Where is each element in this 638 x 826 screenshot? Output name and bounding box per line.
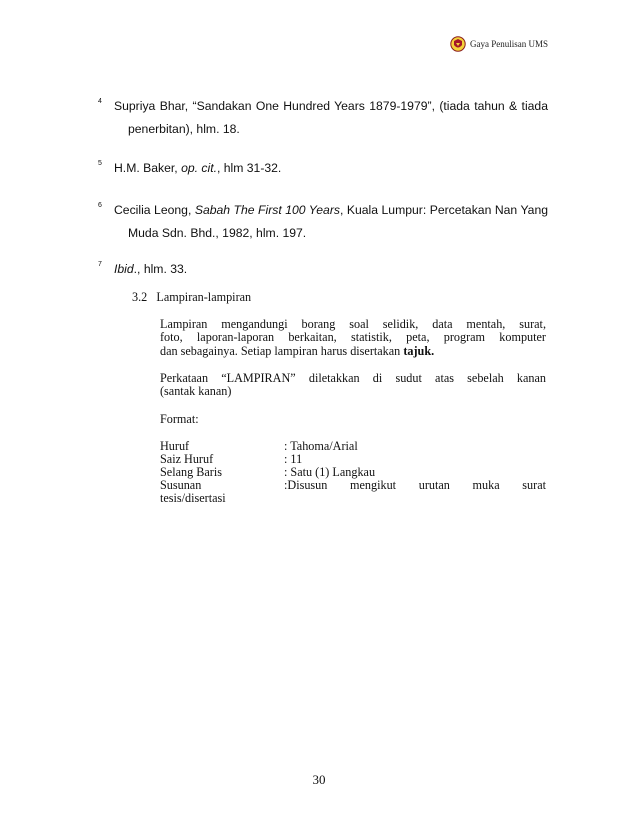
footnote-number: 5 [98,160,102,167]
format-value: : Satu (1) Langkau [284,465,376,479]
footnote-text-line2: penerbitan), hlm. 18. [128,122,240,136]
footnote-number: 6 [98,202,102,209]
paragraph-line [160,345,546,358]
paragraph-line: foto, laporan-laporan berkaitan, statistik, peta, program komputer [160,330,546,345]
section-heading [132,291,546,305]
footnote-text-line2: Muda Sdn. Bhd., 1982, hlm. 197. [128,226,307,240]
format-value: : Tahoma/Arial [284,439,358,453]
paragraph-lampiran [160,318,546,358]
footnote-6 [98,203,548,240]
format-key: Susunan [160,478,202,492]
footnote-text-line1: Supriya Bhar, “Sandakan One Hundred Years 1879-1979”, (tiada tahun & tiada [114,99,548,113]
footnote-pages: ., hlm. 33. [133,262,188,276]
format-key: Saiz Huruf [160,452,214,466]
paragraph-text: dan sebagainya. Setiap lampiran harus disertakan [160,343,404,358]
footnote-number: 7 [98,261,102,268]
footnote-italic: Ibid [114,262,134,276]
format-key: Selang Baris [160,465,222,479]
footnote-pages: , hlm 31-32. [216,161,282,175]
footnote-number: 4 [98,98,102,105]
page-header [450,36,548,52]
section-title: Lampiran-lampiran [156,290,252,304]
footnote-publisher: , Kuala Lumpur: Percetakan Nan Yang [339,203,549,217]
paragraph-line: Perkataan “LAMPIRAN” diletakkan di sudut atas sebelah kanan [160,371,546,385]
format-label-text: Format: [160,412,199,426]
footnote-author: H.M. Baker, [114,161,182,175]
footnote-text-line1 [114,203,548,217]
footnote-author: Cecilia Leong, [114,203,195,217]
paragraph-line: Lampiran mengandungi borang soal selidik, data mentah, surat, [160,317,546,331]
footnote-text [114,161,548,175]
paragraph-line: (santak kanan) [160,384,232,399]
footnote-4 [98,99,548,136]
paragraph-bold: tajuk. [403,343,435,358]
format-value: :Disusun mengikut urutan muka surat [284,478,546,492]
section-number: 3.2 [132,290,148,304]
format-value-continued: tesis/disertasi [160,491,226,505]
footnote-5 [98,161,548,175]
footnote-italic: Sabah The First 100 Years [194,203,340,217]
header-title: Gaya Penulisan UMS [470,39,548,49]
format-value: : 11 [284,452,303,466]
format-key: Huruf [160,439,190,453]
paragraph-perkataan [160,372,546,399]
footnote-text [114,262,548,276]
page-number: 30 [312,772,326,787]
ums-crest-icon [450,36,466,52]
footnote-7 [98,262,548,276]
footnote-italic: op. cit. [181,161,217,175]
